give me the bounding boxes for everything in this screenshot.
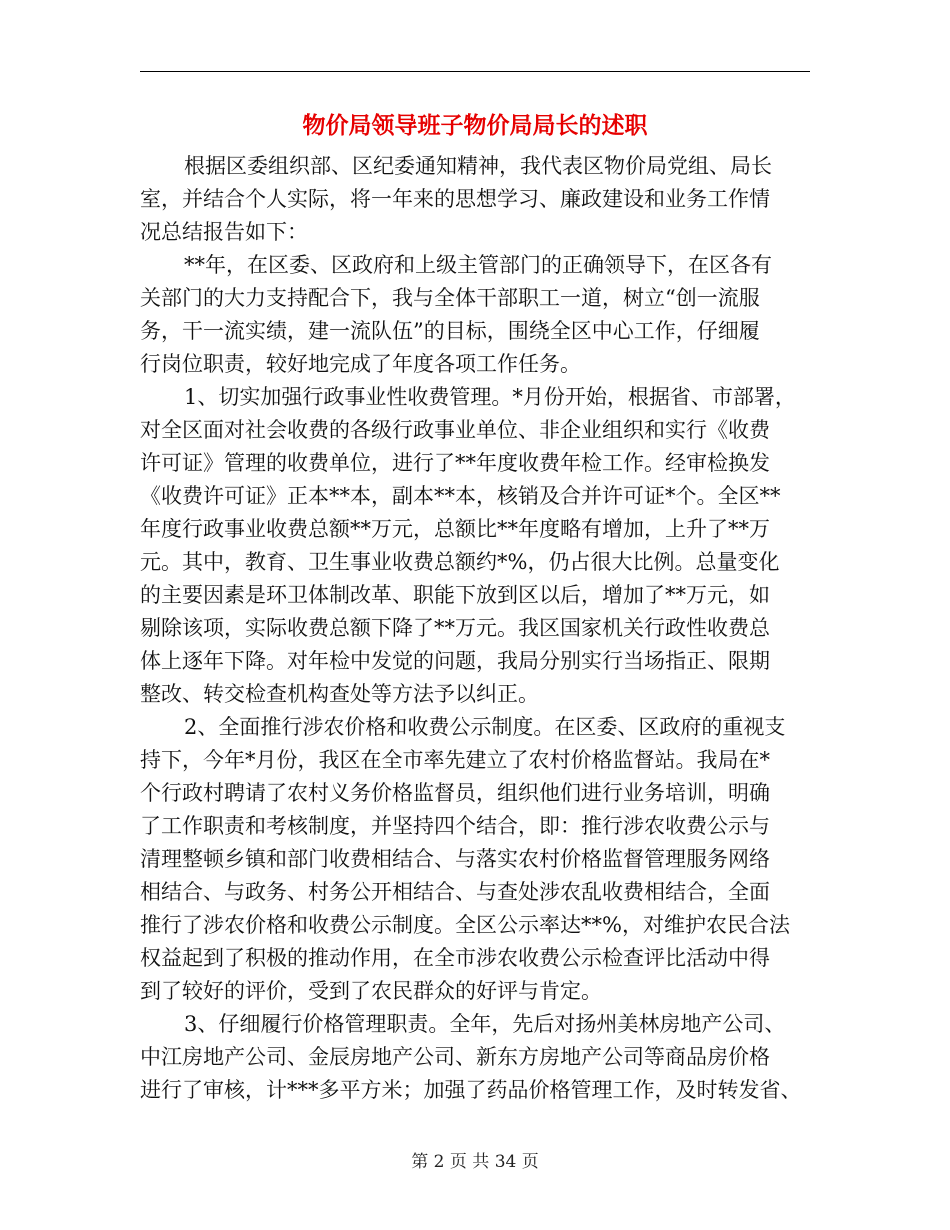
paragraph-fee-management-line: 的主要因素是环卫体制改革、职能下放到区以后，增加了**万元，如 [140, 583, 770, 607]
paragraph-fee-management-line: 体上逐年下降。对年检中发觉的问题，我局分别实行当场指正、限期 [140, 649, 770, 673]
paragraph-rural-pricing-line: 个行政村聘请了农村义务价格监督员，组织他们进行业务培训，明确 [140, 781, 770, 805]
paragraph-rural-pricing-line: 推行了涉农价格和收费公示制度。全区公示率达**%，对维护农民合法 [140, 913, 790, 937]
paragraph-fee-management-line: 元。其中，教育、卫生事业收费总额约*%，仍占很大比例。总量变化 [140, 550, 780, 574]
paragraph-summary-line: 关部门的大力支持配合下，我与全体干部职工一道，树立“创一流服 [140, 286, 760, 310]
paragraph-rural-pricing-line: 持下，今年*月份，我区在全市率先建立了农村价格监督站。我局在* [140, 748, 770, 772]
paragraph-price-duties-line: 中江房地产公司、金辰房地产公司、新东方房地产公司等商品房价格 [140, 1045, 770, 1069]
paragraph-summary-line: 务，干一流实绩，建一流队伍”的目标，围绕全区中心工作，仔细履 [140, 319, 760, 343]
paragraph-summary-line: 行岗位职责，较好地完成了年度各项工作任务。 [140, 352, 581, 376]
paragraph-rural-pricing-line: 了工作职责和考核制度，并坚持四个结合，即：推行涉农收费公示与 [140, 814, 770, 838]
paragraph-fee-management-line: 《收费许可证》正本**本，副本**本，核销及合并许可证*个。全区** [140, 484, 781, 508]
paragraph-fee-management-line: 年度行政事业收费总额**万元，总额比**年度略有增加，上升了**万 [140, 517, 770, 541]
paragraph-intro-line: 况总结报告如下： [140, 220, 308, 244]
paragraph-rural-pricing-line: 2、全面推行涉农价格和收费公示制度。在区委、区政府的重视支 [184, 715, 786, 739]
paragraph-fee-management-line: 许可证》管理的收费单位，进行了**年度收费年检工作。经审检换发 [140, 451, 770, 475]
page-number-footer: 第 2 页 共 34 页 [411, 1152, 539, 1172]
paragraph-rural-pricing-line: 权益起到了积极的推动作用，在全市涉农收费公示检查评比活动中得 [140, 946, 770, 970]
paragraph-rural-pricing-line: 到了较好的评价，受到了农民群众的好评与肯定。 [140, 979, 602, 1003]
document-title: 物价局领导班子物价局局长的述职 [302, 112, 648, 139]
paragraph-price-duties-line: 进行了审核，计***多平方米；加强了药品价格管理工作，及时转发省、 [140, 1078, 802, 1102]
paragraph-price-duties-line: 3、仔细履行价格管理职责。全年，先后对扬州美林房地产公司、 [184, 1012, 786, 1036]
paragraph-rural-pricing-line: 清理整顿乡镇和部门收费相结合、与落实农村价格监督管理服务网络 [140, 847, 770, 871]
paragraph-fee-management-line: 对全区面对社会收费的各级行政事业单位、非企业组织和实行《收费 [140, 418, 770, 442]
paragraph-fee-management-line: 剔除该项，实际收费总额下降了**万元。我区国家机关行政性收费总 [140, 616, 770, 640]
document-body [140, 150, 810, 1107]
paragraph-summary-line: **年，在区委、区政府和上级主管部门的正确领导下，在区各有 [184, 253, 772, 277]
paragraph-fee-management-line: 1、切实加强行政事业性收费管理。*月份开始，根据省、市部署， [184, 385, 796, 409]
paragraph-fee-management-line: 整改、转交检查机构查处等方法予以纠正。 [140, 682, 539, 706]
header-rule [140, 71, 810, 72]
paragraph-intro-line: 室，并结合个人实际，将一年来的思想学习、廉政建设和业务工作情 [140, 187, 770, 211]
paragraph-intro-line: 根据区委组织部、区纪委通知精神，我代表区物价局党组、局长 [184, 154, 772, 178]
paragraph-rural-pricing-line: 相结合、与政务、村务公开相结合、与查处涉农乱收费相结合，全面 [140, 880, 770, 904]
